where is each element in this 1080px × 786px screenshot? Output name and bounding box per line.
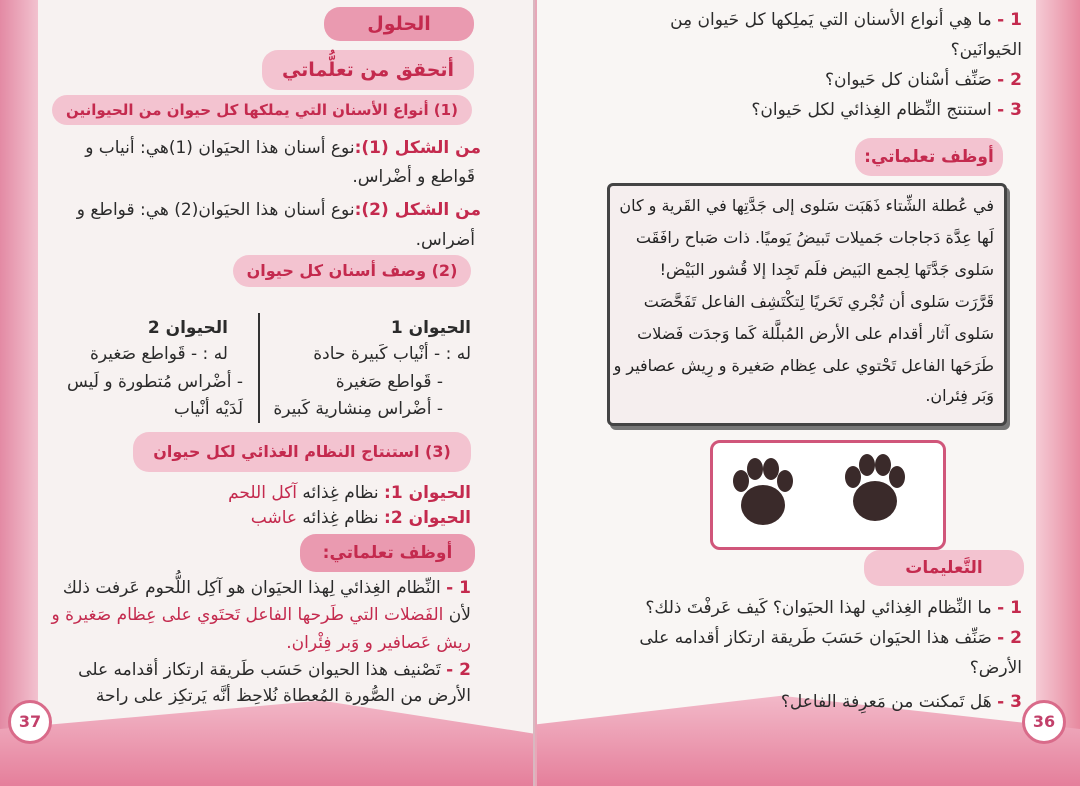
employ-heading: أوظف تعلماتي: bbox=[300, 534, 475, 572]
instruction-1: 1 - ما النِّظام الغِذائي لهذا الحيَوان؟ كَيف عَرفْتَ ذلك؟ bbox=[645, 598, 1022, 618]
answer2-line1: 2 - تَصْنيف هذا الحيوان حَسَب طَريقة ارتكاز أقدامه على bbox=[78, 660, 471, 680]
right-page bbox=[537, 0, 1080, 786]
answer1-line2: لأن الفَضلات التي طَرحها الفاعل تَحتَوي على عِظام صَغيرة و bbox=[51, 605, 471, 625]
paw-print-icon bbox=[713, 443, 943, 547]
solutions-title: الحلول bbox=[324, 7, 474, 41]
animal1-line: - أضْراس مِنشارية كَبيرة bbox=[273, 399, 443, 419]
employ-heading: أوظف تعلماتي: bbox=[855, 138, 1003, 176]
animal1-line: - قَواطع صَغيرة bbox=[335, 372, 443, 392]
instruction-2-line2: الأرض؟ bbox=[969, 658, 1022, 678]
page-number: 36 bbox=[1022, 700, 1066, 744]
fig2-answer-line1: من الشكل (2):نوع أسنان هذا الحيَوان(2) هي: قواطع و bbox=[76, 200, 481, 220]
q3-heading: (3) استنتاج النظام الغذائي لكل حيوان bbox=[133, 432, 471, 472]
story-line: سَلوى آثار أقدام على الأرض المُبلَّلة كَما وَجدَت فَضلات bbox=[637, 324, 994, 343]
q2-heading: (2) وصف أسنان كل حيوان bbox=[233, 255, 471, 287]
story-line: طَرَحَها الفاعل تَحْتوي على عِظام صَغيرة و رِيش عصافير و bbox=[613, 356, 994, 375]
footprints-figure bbox=[710, 440, 946, 550]
story-line: سَلوى جَدَّتَها لِجمع البَيض فلَم تَجِدا إلا قُشور البَيْض! bbox=[659, 260, 994, 279]
page-number: 37 bbox=[8, 700, 52, 744]
fig2-answer-line2: أضراس. bbox=[415, 230, 475, 250]
animal1-line: له : - أنْياب كَبيرة حادة bbox=[313, 344, 471, 364]
section-subtitle: أتحقق من تعلُّماتي bbox=[262, 50, 474, 90]
question-3: 3 - استنتج النِّظام الغِذائي لكل حَيوان؟ bbox=[751, 100, 1022, 120]
animal1-title: الحيوان 1 bbox=[390, 318, 471, 338]
fig1-answer-line2: قَواطع و أضْراس. bbox=[352, 167, 475, 187]
q1-heading: (1) أنواع الأسنان التي يملكها كل حيوان من الحيوانين bbox=[52, 95, 472, 125]
page-edge-decoration bbox=[0, 0, 38, 786]
story-line: في عُطلة الشِّتاء ذَهَبَت سَلوى إلى جَدَّتِها في القَرية و كان bbox=[619, 196, 994, 215]
fig1-answer-line1: من الشكل (1):نوع أسنان هذا الحيَوان (1)هي: أنياب و bbox=[85, 138, 481, 158]
animal2-line: له : - قَواطع صَغيرة bbox=[89, 344, 228, 364]
answer2-line2: الأرض من الصُّورة المُعطاة نُلاحِظ أنَّه يَرتكِز على راحة bbox=[95, 686, 471, 706]
answer1-line3: ريش عَصافير و وَبر فِئْران. bbox=[286, 633, 471, 653]
animal2-title: الحيوان 2 bbox=[147, 318, 228, 338]
left-page bbox=[0, 0, 535, 786]
diet2-line: الحيوان 2: نظام غِذائه عاشب bbox=[250, 508, 471, 528]
instruction-2-line1: 2 - صَنِّف هذا الحيَوان حَسَبَ طَريقة ارتكاز أقدامه على bbox=[639, 628, 1022, 648]
animal2-line: لَدَيْه أنْياب bbox=[173, 399, 243, 419]
question-1-line2: الحَيوانَين؟ bbox=[950, 40, 1022, 60]
question-2: 2 - صَنِّف أسْنان كل حَيوان؟ bbox=[825, 70, 1022, 90]
story-box bbox=[607, 183, 1007, 426]
diet1-line: الحيوان 1: نظام غِذائه آكل اللحم bbox=[228, 483, 471, 503]
story-line: لَها عِدَّة دَجاجات جَميلات تَبيضُ يَوميًا. ذات صَباح رافَقَت bbox=[635, 228, 994, 247]
instruction-3: 3 - هَل تَمكنت من مَعرِفة الفاعل؟ bbox=[780, 692, 1022, 712]
column-divider bbox=[258, 313, 260, 423]
instructions-heading: التَّعليمات bbox=[864, 550, 1024, 586]
story-line: قَرَّرَت سَلوى أن تُجْري تَحَريًا لِتكْتَشِف الفاعل تَفَحَّصَت bbox=[643, 292, 994, 311]
answer1-line1: 1 - النِّظام الغِذائي لِهذا الحيَوان هو آكِل اللُّحوم عَرفت ذلك bbox=[62, 578, 471, 598]
page-edge-decoration bbox=[1036, 0, 1080, 786]
animal2-line: - أضْراس مُتطورة و لَيس bbox=[66, 372, 243, 392]
question-1-line1: 1 - ما هِي أنواع الأسنان التي يَملِكها كل حَيوان مِن bbox=[670, 10, 1022, 30]
story-line: وَبَر فِئران. bbox=[925, 386, 994, 405]
